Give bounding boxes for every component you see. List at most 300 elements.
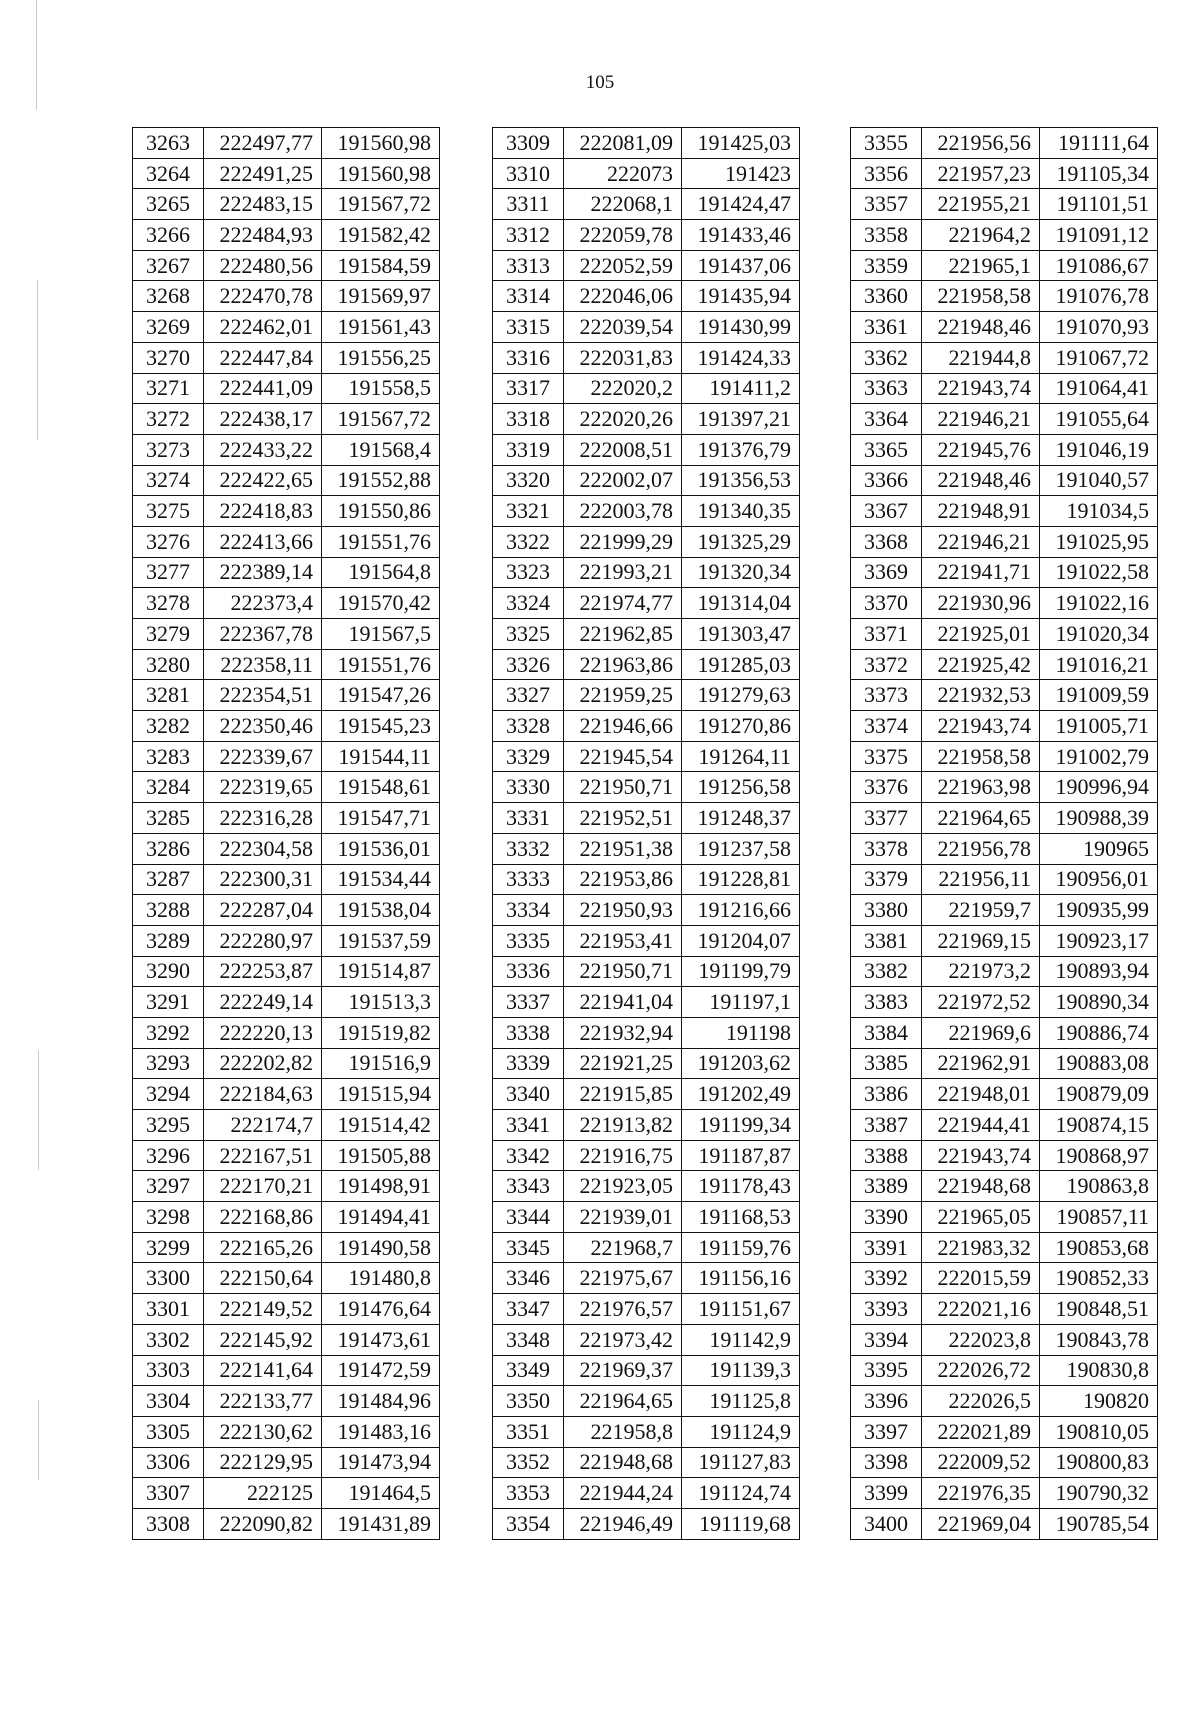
table-row [493,250,800,281]
y-coordinate-cell: 190886,74 [1040,1017,1158,1048]
x-coordinate-cell: 222009,52 [922,1447,1040,1478]
x-coordinate-cell: 222090,82 [204,1508,322,1539]
y-coordinate-cell: 191064,41 [1040,373,1158,404]
y-coordinate-cell: 191340,35 [682,496,800,527]
point-number-cell: 3394 [851,1324,922,1355]
y-coordinate-cell: 190956,01 [1040,864,1158,895]
table-row [133,649,440,680]
table-row [493,1110,800,1141]
point-number-cell: 3379 [851,864,922,895]
table-row [493,987,800,1018]
x-coordinate-cell: 222015,59 [922,1263,1040,1294]
table-row [851,649,1158,680]
point-number-cell: 3325 [493,619,564,650]
x-coordinate-cell: 221973,42 [564,1324,682,1355]
table-row [851,1416,1158,1447]
x-coordinate-cell: 222052,59 [564,250,682,281]
point-number-cell: 3304 [133,1386,204,1417]
point-number-cell: 3352 [493,1447,564,1478]
x-coordinate-cell: 221953,86 [564,864,682,895]
y-coordinate-cell: 190853,68 [1040,1232,1158,1263]
table-row [851,404,1158,435]
y-coordinate-cell: 191551,76 [322,526,440,557]
point-number-cell: 3338 [493,1017,564,1048]
x-coordinate-cell: 221963,86 [564,649,682,680]
y-coordinate-cell: 191567,72 [322,404,440,435]
x-coordinate-cell: 221993,21 [564,557,682,588]
y-coordinate-cell: 191199,79 [682,956,800,987]
x-coordinate-cell: 221930,96 [922,588,1040,619]
point-number-cell: 3398 [851,1447,922,1478]
point-number-cell: 3286 [133,833,204,864]
table-row [493,588,800,619]
y-coordinate-cell: 191376,79 [682,434,800,465]
y-coordinate-cell: 191424,47 [682,189,800,220]
point-number-cell: 3336 [493,956,564,987]
table-row [493,1171,800,1202]
y-coordinate-cell: 191270,86 [682,711,800,742]
y-coordinate-cell: 191464,5 [322,1478,440,1509]
table-row [851,526,1158,557]
y-coordinate-cell: 191537,59 [322,925,440,956]
x-coordinate-cell: 221944,24 [564,1478,682,1509]
table-row [851,1048,1158,1079]
x-coordinate-cell: 221939,01 [564,1202,682,1233]
table-row [851,158,1158,189]
y-coordinate-cell: 191002,79 [1040,741,1158,772]
x-coordinate-cell: 222031,83 [564,342,682,373]
point-number-cell: 3269 [133,312,204,343]
table-row [851,619,1158,650]
x-coordinate-cell: 221932,94 [564,1017,682,1048]
x-coordinate-cell: 222433,22 [204,434,322,465]
x-coordinate-cell: 222202,82 [204,1048,322,1079]
x-coordinate-cell: 222150,64 [204,1263,322,1294]
table-row [493,220,800,251]
y-coordinate-cell: 191034,5 [1040,496,1158,527]
table-row [493,404,800,435]
y-coordinate-cell: 191197,1 [682,987,800,1018]
x-coordinate-cell: 222168,86 [204,1202,322,1233]
table-row [851,1386,1158,1417]
y-coordinate-cell: 191568,4 [322,434,440,465]
y-coordinate-cell: 191519,82 [322,1017,440,1048]
x-coordinate-cell: 221965,1 [922,250,1040,281]
x-coordinate-cell: 222073 [564,158,682,189]
x-coordinate-cell: 222354,51 [204,680,322,711]
point-number-cell: 3297 [133,1171,204,1202]
y-coordinate-cell: 190883,08 [1040,1048,1158,1079]
y-coordinate-cell: 191016,21 [1040,649,1158,680]
y-coordinate-cell: 191204,07 [682,925,800,956]
y-coordinate-cell: 191216,66 [682,895,800,926]
x-coordinate-cell: 221946,21 [922,526,1040,557]
x-coordinate-cell: 222020,26 [564,404,682,435]
x-coordinate-cell: 222008,51 [564,434,682,465]
point-number-cell: 3392 [851,1263,922,1294]
table-row [133,404,440,435]
table-row [133,281,440,312]
y-coordinate-cell: 191151,67 [682,1294,800,1325]
table-row [133,1232,440,1263]
point-number-cell: 3332 [493,833,564,864]
point-number-cell: 3292 [133,1017,204,1048]
coordinates-table-2 [492,127,800,1540]
point-number-cell: 3360 [851,281,922,312]
point-number-cell: 3288 [133,895,204,926]
table-row [133,1416,440,1447]
table-row [493,373,800,404]
x-coordinate-cell: 222389,14 [204,557,322,588]
y-coordinate-cell: 190857,11 [1040,1202,1158,1233]
table-row [493,526,800,557]
y-coordinate-cell: 190810,05 [1040,1416,1158,1447]
table-row [133,1171,440,1202]
table-body [851,128,1158,1540]
table-row [851,680,1158,711]
x-coordinate-cell: 222438,17 [204,404,322,435]
y-coordinate-cell: 191433,46 [682,220,800,251]
point-number-cell: 3350 [493,1386,564,1417]
point-number-cell: 3301 [133,1294,204,1325]
y-coordinate-cell: 191086,67 [1040,250,1158,281]
x-coordinate-cell: 221948,91 [922,496,1040,527]
y-coordinate-cell: 191105,34 [1040,158,1158,189]
x-coordinate-cell: 221999,29 [564,526,682,557]
table-row [851,1110,1158,1141]
point-number-cell: 3357 [851,189,922,220]
table-row [493,803,800,834]
point-number-cell: 3319 [493,434,564,465]
point-number-cell: 3303 [133,1355,204,1386]
table-row [851,281,1158,312]
y-coordinate-cell: 190988,39 [1040,803,1158,834]
point-number-cell: 3290 [133,956,204,987]
x-coordinate-cell: 221944,8 [922,342,1040,373]
y-coordinate-cell: 191437,06 [682,250,800,281]
y-coordinate-cell: 190935,99 [1040,895,1158,926]
table-row [493,1416,800,1447]
point-number-cell: 3372 [851,649,922,680]
table-row [851,189,1158,220]
x-coordinate-cell: 222167,51 [204,1140,322,1171]
x-coordinate-cell: 222484,93 [204,220,322,251]
point-number-cell: 3278 [133,588,204,619]
x-coordinate-cell: 221948,46 [922,465,1040,496]
y-coordinate-cell: 191168,53 [682,1202,800,1233]
table-row [133,557,440,588]
table-row [133,434,440,465]
table-row [133,158,440,189]
y-coordinate-cell: 191424,33 [682,342,800,373]
x-coordinate-cell: 221945,54 [564,741,682,772]
table-row [851,1017,1158,1048]
table-body [133,128,440,1540]
table-row [851,1508,1158,1539]
x-coordinate-cell: 221958,58 [922,281,1040,312]
point-number-cell: 3346 [493,1263,564,1294]
y-coordinate-cell: 191325,29 [682,526,800,557]
table-row [493,1478,800,1509]
y-coordinate-cell: 191256,58 [682,772,800,803]
table-row [133,1355,440,1386]
table-row [133,1386,440,1417]
point-number-cell: 3315 [493,312,564,343]
point-number-cell: 3378 [851,833,922,864]
table-row [851,1294,1158,1325]
point-number-cell: 3339 [493,1048,564,1079]
x-coordinate-cell: 222081,09 [564,128,682,159]
x-coordinate-cell: 221973,2 [922,956,1040,987]
point-number-cell: 3298 [133,1202,204,1233]
x-coordinate-cell: 222145,92 [204,1324,322,1355]
y-coordinate-cell: 190874,15 [1040,1110,1158,1141]
x-coordinate-cell: 222039,54 [564,312,682,343]
point-number-cell: 3284 [133,772,204,803]
point-number-cell: 3354 [493,1508,564,1539]
table-row [133,1110,440,1141]
x-coordinate-cell: 221959,25 [564,680,682,711]
point-number-cell: 3381 [851,925,922,956]
point-number-cell: 3280 [133,649,204,680]
point-number-cell: 3268 [133,281,204,312]
y-coordinate-cell: 191435,94 [682,281,800,312]
y-coordinate-cell: 191119,68 [682,1508,800,1539]
x-coordinate-cell: 222280,97 [204,925,322,956]
table-row [851,220,1158,251]
y-coordinate-cell: 191480,8 [322,1263,440,1294]
table-row [493,312,800,343]
x-coordinate-cell: 221950,71 [564,956,682,987]
point-number-cell: 3380 [851,895,922,926]
y-coordinate-cell: 191538,04 [322,895,440,926]
scan-artifact-line [37,280,38,440]
table-row [493,649,800,680]
y-coordinate-cell: 191101,51 [1040,189,1158,220]
x-coordinate-cell: 222350,46 [204,711,322,742]
y-coordinate-cell: 191142,9 [682,1324,800,1355]
table-row [493,772,800,803]
x-coordinate-cell: 221958,8 [564,1416,682,1447]
point-number-cell: 3264 [133,158,204,189]
point-number-cell: 3289 [133,925,204,956]
x-coordinate-cell: 221963,98 [922,772,1040,803]
y-coordinate-cell: 191198 [682,1017,800,1048]
y-coordinate-cell: 191067,72 [1040,342,1158,373]
x-coordinate-cell: 221948,68 [564,1447,682,1478]
y-coordinate-cell: 191569,97 [322,281,440,312]
table-row [133,250,440,281]
point-number-cell: 3400 [851,1508,922,1539]
point-number-cell: 3348 [493,1324,564,1355]
table-row [133,956,440,987]
table-row [133,741,440,772]
table-row [493,1294,800,1325]
table-row [493,864,800,895]
x-coordinate-cell: 221956,56 [922,128,1040,159]
point-number-cell: 3275 [133,496,204,527]
point-number-cell: 3305 [133,1416,204,1447]
y-coordinate-cell: 191584,59 [322,250,440,281]
y-coordinate-cell: 191091,12 [1040,220,1158,251]
point-number-cell: 3299 [133,1232,204,1263]
x-coordinate-cell: 221958,58 [922,741,1040,772]
x-coordinate-cell: 221983,32 [922,1232,1040,1263]
table-row [851,833,1158,864]
table-row [851,1447,1158,1478]
table-row [493,189,800,220]
y-coordinate-cell: 191513,3 [322,987,440,1018]
table-row [851,557,1158,588]
point-number-cell: 3318 [493,404,564,435]
table-row [493,1324,800,1355]
point-number-cell: 3307 [133,1478,204,1509]
table-row [133,588,440,619]
y-coordinate-cell: 191022,58 [1040,557,1158,588]
point-number-cell: 3399 [851,1478,922,1509]
x-coordinate-cell: 222462,01 [204,312,322,343]
table-body [493,128,800,1540]
x-coordinate-cell: 221962,91 [922,1048,1040,1079]
point-number-cell: 3370 [851,588,922,619]
point-number-cell: 3363 [851,373,922,404]
table-row [493,1140,800,1171]
table-row [493,1202,800,1233]
point-number-cell: 3311 [493,189,564,220]
table-row [851,925,1158,956]
table-row [851,312,1158,343]
table-row [851,895,1158,926]
y-coordinate-cell: 191040,57 [1040,465,1158,496]
y-coordinate-cell: 191552,88 [322,465,440,496]
x-coordinate-cell: 221946,66 [564,711,682,742]
table-row [851,1355,1158,1386]
point-number-cell: 3388 [851,1140,922,1171]
x-coordinate-cell: 221932,53 [922,680,1040,711]
point-number-cell: 3383 [851,987,922,1018]
table-row [493,557,800,588]
table-row [493,1447,800,1478]
point-number-cell: 3267 [133,250,204,281]
y-coordinate-cell: 191545,23 [322,711,440,742]
table-row [133,526,440,557]
x-coordinate-cell: 222358,11 [204,649,322,680]
y-coordinate-cell: 191009,59 [1040,680,1158,711]
table-row [851,588,1158,619]
x-coordinate-cell: 222002,07 [564,465,682,496]
x-coordinate-cell: 221946,49 [564,1508,682,1539]
table-row [133,895,440,926]
x-coordinate-cell: 221964,2 [922,220,1040,251]
y-coordinate-cell: 191534,44 [322,864,440,895]
table-row [133,312,440,343]
point-number-cell: 3382 [851,956,922,987]
point-number-cell: 3375 [851,741,922,772]
table-row [133,1140,440,1171]
y-coordinate-cell: 191237,58 [682,833,800,864]
point-number-cell: 3333 [493,864,564,895]
y-coordinate-cell: 191303,47 [682,619,800,650]
point-number-cell: 3397 [851,1416,922,1447]
point-number-cell: 3282 [133,711,204,742]
table-row [493,1355,800,1386]
point-number-cell: 3327 [493,680,564,711]
x-coordinate-cell: 222418,83 [204,496,322,527]
x-coordinate-cell: 221913,82 [564,1110,682,1141]
point-number-cell: 3342 [493,1140,564,1171]
point-number-cell: 3272 [133,404,204,435]
y-coordinate-cell: 191483,16 [322,1416,440,1447]
point-number-cell: 3371 [851,619,922,650]
y-coordinate-cell: 191564,8 [322,557,440,588]
y-coordinate-cell: 191560,98 [322,158,440,189]
x-coordinate-cell: 222300,31 [204,864,322,895]
point-number-cell: 3294 [133,1079,204,1110]
y-coordinate-cell: 191285,03 [682,649,800,680]
point-number-cell: 3362 [851,342,922,373]
x-coordinate-cell: 221916,75 [564,1140,682,1171]
point-number-cell: 3313 [493,250,564,281]
table-row [133,465,440,496]
table-row [851,956,1158,987]
table-row [493,833,800,864]
point-number-cell: 3331 [493,803,564,834]
point-number-cell: 3291 [133,987,204,1018]
coordinates-table-3 [850,127,1158,1540]
table-row [851,1263,1158,1294]
table-row [493,128,800,159]
y-coordinate-cell: 191490,58 [322,1232,440,1263]
y-coordinate-cell: 191124,9 [682,1416,800,1447]
table-row [493,1263,800,1294]
y-coordinate-cell: 191430,99 [682,312,800,343]
x-coordinate-cell: 222174,7 [204,1110,322,1141]
table-row [133,373,440,404]
x-coordinate-cell: 222130,62 [204,1416,322,1447]
x-coordinate-cell: 222480,56 [204,250,322,281]
table-row [133,1478,440,1509]
table-row [493,1386,800,1417]
point-number-cell: 3391 [851,1232,922,1263]
table-row [133,189,440,220]
point-number-cell: 3337 [493,987,564,1018]
y-coordinate-cell: 191178,43 [682,1171,800,1202]
point-number-cell: 3369 [851,557,922,588]
x-coordinate-cell: 222316,28 [204,803,322,834]
point-number-cell: 3312 [493,220,564,251]
y-coordinate-cell: 190843,78 [1040,1324,1158,1355]
x-coordinate-cell: 221948,01 [922,1079,1040,1110]
point-number-cell: 3270 [133,342,204,373]
y-coordinate-cell: 191544,11 [322,741,440,772]
table-row [493,342,800,373]
point-number-cell: 3364 [851,404,922,435]
point-number-cell: 3361 [851,312,922,343]
x-coordinate-cell: 221969,37 [564,1355,682,1386]
x-coordinate-cell: 221925,42 [922,649,1040,680]
y-coordinate-cell: 190923,17 [1040,925,1158,956]
point-number-cell: 3373 [851,680,922,711]
y-coordinate-cell: 191582,42 [322,220,440,251]
table-row [851,803,1158,834]
point-number-cell: 3359 [851,250,922,281]
point-number-cell: 3334 [493,895,564,926]
point-number-cell: 3308 [133,1508,204,1539]
table-row [851,342,1158,373]
x-coordinate-cell: 221969,04 [922,1508,1040,1539]
point-number-cell: 3283 [133,741,204,772]
point-number-cell: 3309 [493,128,564,159]
